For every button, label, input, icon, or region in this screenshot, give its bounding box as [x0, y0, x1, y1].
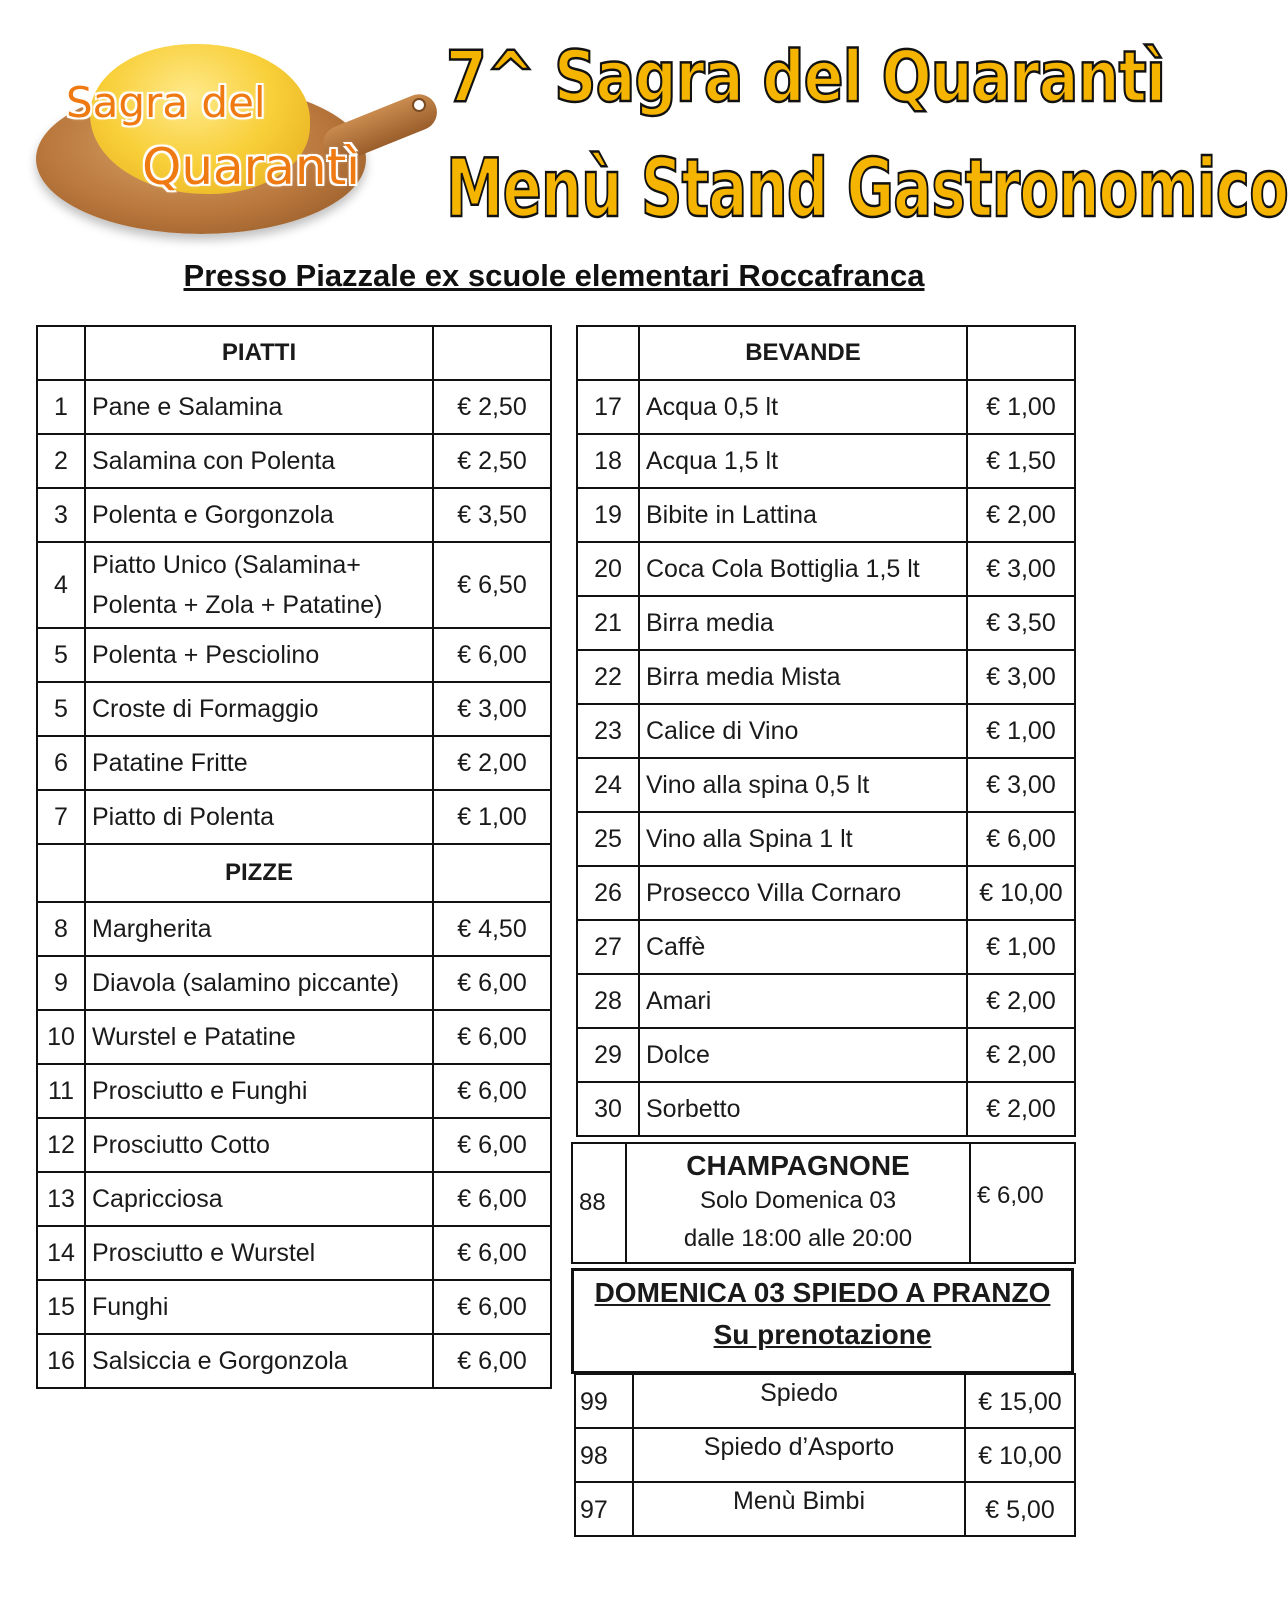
item-name: Acqua 0,5 lt [639, 380, 967, 434]
table-row [575, 1482, 1075, 1536]
item-price: € 2,00 [433, 736, 551, 790]
item-name: Dolce [639, 1028, 967, 1082]
domenica-title: DOMENICA 03 SPIEDO A PRANZO [594, 1277, 1051, 1308]
table-row [37, 956, 551, 1010]
item-number: 6 [37, 736, 85, 790]
table-row [37, 1172, 551, 1226]
item-price: € 2,00 [967, 488, 1075, 542]
item-price: € 3,00 [433, 682, 551, 736]
item-number: 7 [37, 790, 85, 844]
item-price: € 10,00 [965, 1428, 1075, 1482]
headline-subtitle: Menù Stand Gastronomico [446, 142, 1288, 235]
item-number: 98 [575, 1428, 633, 1482]
table-row [37, 1010, 551, 1064]
item-price: € 6,00 [433, 1118, 551, 1172]
item-name: Prosciutto Cotto [85, 1118, 433, 1172]
bevande-header-row [577, 326, 1075, 380]
item-name: Salsiccia e Gorgonzola [85, 1334, 433, 1388]
header-num-cell [37, 844, 85, 902]
table-row [577, 866, 1075, 920]
champagnone-row [572, 1143, 1075, 1263]
item-price: € 1,00 [433, 790, 551, 844]
item-price: € 6,00 [433, 1172, 551, 1226]
item-name: Bibite in Lattina [639, 488, 967, 542]
item-price: € 6,00 [433, 628, 551, 682]
item-price: € 6,00 [433, 1226, 551, 1280]
piatti-header-row [37, 326, 551, 380]
table-row [575, 1428, 1075, 1482]
item-price: € 2,50 [433, 380, 551, 434]
item-price: € 1,00 [967, 704, 1075, 758]
item-number: 10 [37, 1010, 85, 1064]
item-number: 13 [37, 1172, 85, 1226]
domenica-reservation: Su prenotazione [713, 1319, 932, 1350]
item-name: Sorbetto [639, 1082, 967, 1136]
logo [30, 40, 430, 240]
item-price: € 6,00 [433, 956, 551, 1010]
handle-hole [412, 98, 426, 112]
table-row [575, 1374, 1075, 1428]
item-name: Vino alla spina 0,5 lt [639, 758, 967, 812]
champagnone-num: 88 [572, 1143, 626, 1263]
header-num-cell [577, 326, 639, 380]
item-price: € 2,00 [967, 1082, 1075, 1136]
item-number: 17 [577, 380, 639, 434]
item-number: 22 [577, 650, 639, 704]
item-number: 20 [577, 542, 639, 596]
pizze-header-row [37, 844, 551, 902]
table-row [577, 1082, 1075, 1136]
champagnone-day: Solo Domenica 03 [699, 1187, 897, 1214]
item-number: 28 [577, 974, 639, 1028]
item-number: 24 [577, 758, 639, 812]
item-number: 97 [575, 1482, 633, 1536]
item-price: € 4,50 [433, 902, 551, 956]
item-number: 30 [577, 1082, 639, 1136]
logo-text-line1: Sagra del [66, 78, 266, 127]
item-price: € 3,00 [967, 650, 1075, 704]
table-row [577, 920, 1075, 974]
item-number: 5 [37, 682, 85, 736]
table-row [577, 650, 1075, 704]
table-row [37, 1118, 551, 1172]
item-number: 23 [577, 704, 639, 758]
item-price: € 2,00 [967, 1028, 1075, 1082]
table-row [37, 1280, 551, 1334]
table-row [577, 758, 1075, 812]
item-name: Acqua 1,5 lt [639, 434, 967, 488]
table-row [37, 380, 551, 434]
piatti-pizze-table [36, 325, 552, 1389]
table-row [37, 488, 551, 542]
item-name: Amari [639, 974, 967, 1028]
table-row [577, 974, 1075, 1028]
item-name: Pane e Salamina [85, 380, 433, 434]
champagnone-desc [626, 1143, 970, 1263]
header-price-cell [433, 844, 551, 902]
item-number: 18 [577, 434, 639, 488]
item-price: € 6,50 [433, 542, 551, 628]
item-number: 9 [37, 956, 85, 1010]
item-name: Diavola (salamino piccante) [85, 956, 433, 1010]
item-name: Polenta + Pesciolino [85, 628, 433, 682]
item-number: 8 [37, 902, 85, 956]
champagnone-title: CHAMPAGNONE [686, 1150, 910, 1181]
item-price: € 1,50 [967, 434, 1075, 488]
item-number: 2 [37, 434, 85, 488]
item-price: € 6,00 [433, 1064, 551, 1118]
item-number: 5 [37, 628, 85, 682]
item-name: Capricciosa [85, 1172, 433, 1226]
table-row [577, 1028, 1075, 1082]
item-number: 16 [37, 1334, 85, 1388]
item-price: € 3,50 [967, 596, 1075, 650]
item-name: Spiedo d’Asporto [633, 1428, 965, 1482]
item-number: 25 [577, 812, 639, 866]
table-row [37, 1334, 551, 1388]
table-row [37, 542, 551, 628]
item-name: Spiedo [633, 1374, 965, 1428]
table-row [577, 704, 1075, 758]
item-name: Vino alla Spina 1 lt [639, 812, 967, 866]
item-price: € 2,50 [433, 434, 551, 488]
header-price-cell [967, 326, 1075, 380]
logo-text-line2: Quarantì [142, 138, 361, 196]
domenica-spiedo-box [571, 1268, 1074, 1374]
table-row [37, 1226, 551, 1280]
table-row [37, 434, 551, 488]
pizze-heading: PIZZE [85, 844, 433, 902]
item-name: Prosciutto e Funghi [85, 1064, 433, 1118]
item-name: Birra media [639, 596, 967, 650]
item-price: € 1,00 [967, 380, 1075, 434]
item-price: € 6,00 [433, 1334, 551, 1388]
table-row [37, 790, 551, 844]
item-name: Prosecco Villa Cornaro [639, 866, 967, 920]
table-row [37, 902, 551, 956]
bevande-heading: BEVANDE [639, 326, 967, 380]
table-row [37, 1064, 551, 1118]
item-price: € 15,00 [965, 1374, 1075, 1428]
item-price: € 5,00 [965, 1482, 1075, 1536]
table-row [577, 488, 1075, 542]
item-number: 1 [37, 380, 85, 434]
location-subtitle: Presso Piazzale ex scuole elementari Roccafranca [183, 258, 925, 293]
header-price-cell [433, 326, 551, 380]
item-name: Birra media Mista [639, 650, 967, 704]
item-number: 4 [37, 542, 85, 628]
item-number: 11 [37, 1064, 85, 1118]
item-number: 21 [577, 596, 639, 650]
table-row [37, 682, 551, 736]
champagnone-table [571, 1142, 1076, 1264]
table-row [577, 380, 1075, 434]
item-price: € 3,00 [967, 758, 1075, 812]
item-name: Caffè [639, 920, 967, 974]
item-number: 99 [575, 1374, 633, 1428]
item-price: € 1,00 [967, 920, 1075, 974]
item-number: 19 [577, 488, 639, 542]
table-row [37, 736, 551, 790]
item-number: 12 [37, 1118, 85, 1172]
table-row [37, 628, 551, 682]
bevande-table [576, 325, 1076, 1137]
item-name: Wurstel e Patatine [85, 1010, 433, 1064]
item-name: Prosciutto e Wurstel [85, 1226, 433, 1280]
champagnone-hours: dalle 18:00 alle 20:00 [683, 1225, 913, 1252]
item-price: € 10,00 [967, 866, 1075, 920]
item-name: Salamina con Polenta [85, 434, 433, 488]
item-price: € 2,00 [967, 974, 1075, 1028]
item-name: Piatto Unico (Salamina+ Polenta + Zola + Patatine) [85, 542, 433, 628]
item-name: Funghi [85, 1280, 433, 1334]
item-number: 15 [37, 1280, 85, 1334]
item-price: € 6,00 [433, 1280, 551, 1334]
table-row [577, 542, 1075, 596]
table-row [577, 434, 1075, 488]
item-name: Calice di Vino [639, 704, 967, 758]
item-name: Piatto di Polenta [85, 790, 433, 844]
item-price: € 6,00 [433, 1010, 551, 1064]
item-name: Croste di Formaggio [85, 682, 433, 736]
item-name: Menù Bimbi [633, 1482, 965, 1536]
item-price: € 3,00 [967, 542, 1075, 596]
header-num-cell [37, 326, 85, 380]
item-name: Patatine Fritte [85, 736, 433, 790]
spiedo-table [574, 1373, 1076, 1537]
item-name: Polenta e Gorgonzola [85, 488, 433, 542]
table-row [577, 812, 1075, 866]
item-name: Coca Cola Bottiglia 1,5 lt [639, 542, 967, 596]
item-price: € 6,00 [967, 812, 1075, 866]
item-price: € 3,50 [433, 488, 551, 542]
headline-title: 7^ Sagra del Quarantì [446, 36, 1166, 118]
item-name: Margherita [85, 902, 433, 956]
item-number: 14 [37, 1226, 85, 1280]
table-row [577, 596, 1075, 650]
champagnone-price: € 6,00 [970, 1143, 1075, 1263]
piatti-heading: PIATTI [85, 326, 433, 380]
item-number: 26 [577, 866, 639, 920]
item-number: 29 [577, 1028, 639, 1082]
item-number: 27 [577, 920, 639, 974]
item-number: 3 [37, 488, 85, 542]
